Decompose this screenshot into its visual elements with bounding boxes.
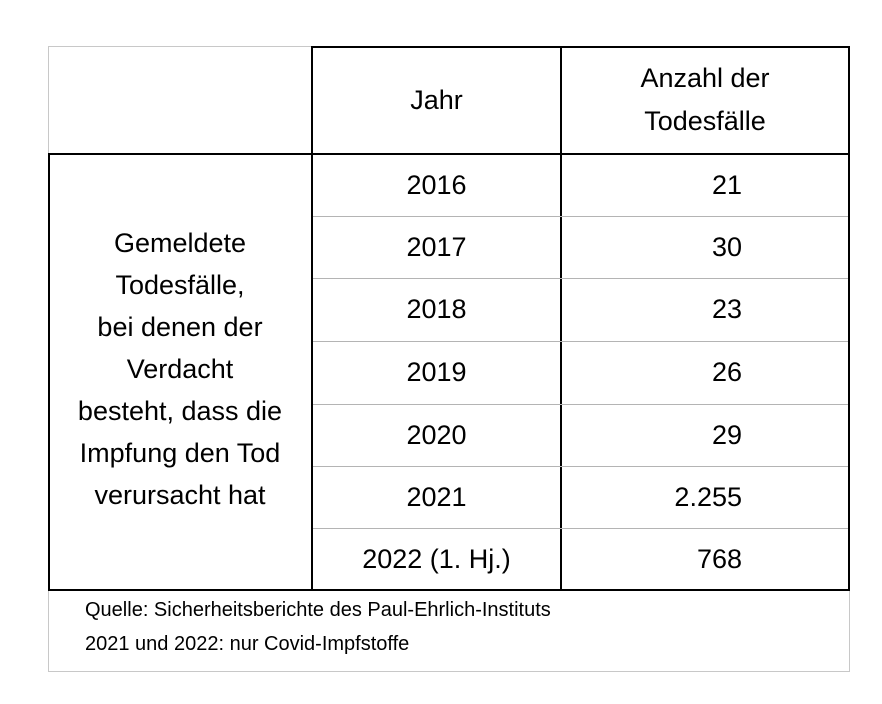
row-separator <box>313 528 848 529</box>
row-label-line: besteht, dass die <box>77 396 283 426</box>
table-row-count <box>561 278 849 341</box>
count-value: 768 <box>696 543 742 574</box>
rule-table-bottom <box>48 589 850 591</box>
count-value: 21 <box>711 169 742 200</box>
year-value: 2020 <box>406 419 467 450</box>
count-value: 29 <box>711 419 742 450</box>
row-label-line: Gemeldete <box>113 228 247 258</box>
table-row-count <box>561 154 849 216</box>
table-row-year <box>312 154 561 216</box>
year-value: 2021 <box>406 481 467 512</box>
rule-top <box>311 46 850 48</box>
header-count-line2: Todesfälle <box>644 106 766 136</box>
year-value: 2022 (1. Hj.) <box>362 543 511 574</box>
deaths-table <box>48 46 850 592</box>
row-label-line: Verdacht <box>126 354 234 384</box>
table-row-count <box>561 528 849 590</box>
row-label-line: bei denen der <box>97 312 263 342</box>
rule-col2 <box>560 46 562 591</box>
count-value: 2.255 <box>674 481 742 512</box>
row-separator <box>313 216 848 217</box>
rule-right <box>848 46 850 591</box>
header-count <box>561 46 849 154</box>
count-value: 26 <box>711 357 742 387</box>
year-value: 2017 <box>406 231 467 262</box>
header-count-line1: Anzahl der <box>640 63 770 93</box>
year-value: 2016 <box>406 169 467 200</box>
row-separator <box>313 466 848 467</box>
year-value: 2018 <box>406 294 467 324</box>
table-row-year <box>312 341 561 404</box>
table-row-count <box>561 216 849 278</box>
count-value: 23 <box>711 294 742 324</box>
row-separator <box>313 404 848 405</box>
table-row-count <box>561 404 849 466</box>
year-value: 2019 <box>406 357 467 387</box>
table-row-year <box>312 528 561 590</box>
rule-left <box>48 153 50 591</box>
table-row-count <box>561 466 849 528</box>
row-label-line: Impfung den Tod <box>79 438 281 468</box>
row-separator <box>313 341 848 342</box>
table-row-count <box>561 341 849 404</box>
count-value: 30 <box>711 231 742 262</box>
rule-col1 <box>311 46 313 591</box>
table-row-year <box>312 278 561 341</box>
rule-header-bottom <box>48 153 850 155</box>
footnote-source: Quelle: Sicherheitsberichte des Paul-Ehrlich-Instituts <box>85 599 551 621</box>
row-label-line: Todesfälle, <box>115 270 245 300</box>
row-label-line: verursacht hat <box>94 480 266 510</box>
header-year <box>312 46 561 154</box>
footnote-note: 2021 und 2022: nur Covid-Impfstoffe <box>85 633 410 655</box>
header-year-label: Jahr <box>410 84 463 115</box>
row-separator <box>313 278 848 279</box>
table-row-year <box>312 404 561 466</box>
row-label-cell <box>48 154 312 590</box>
table-row-year <box>312 466 561 528</box>
table-row-year <box>312 216 561 278</box>
